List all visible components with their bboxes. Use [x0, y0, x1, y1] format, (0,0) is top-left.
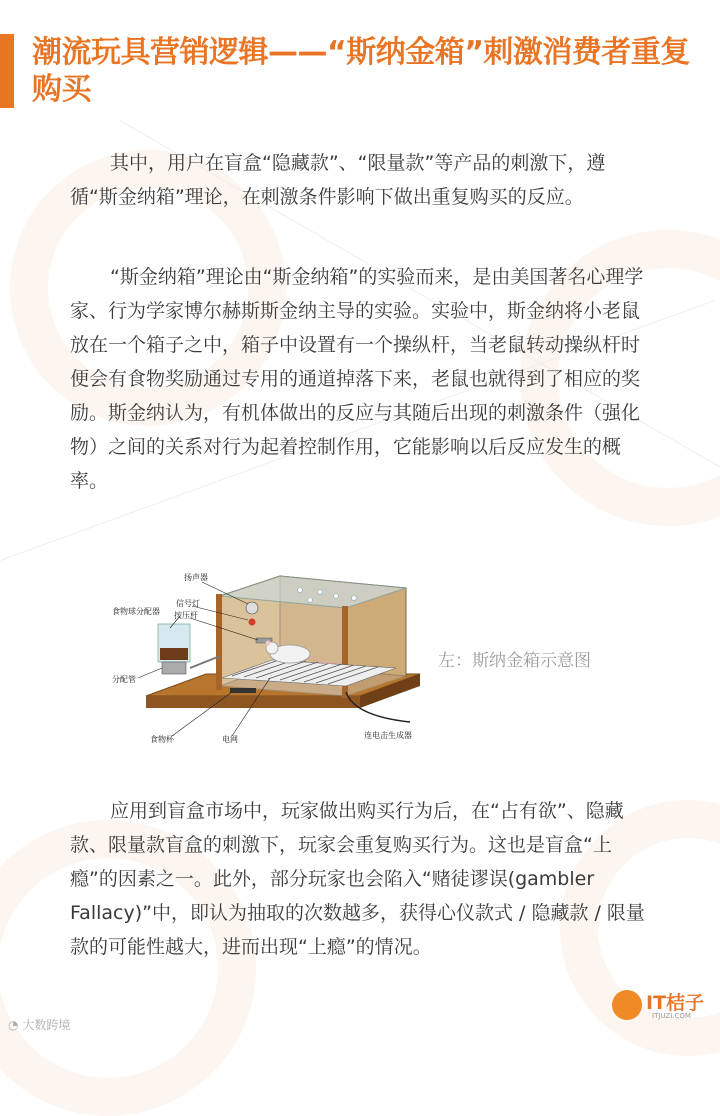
wechat-icon: ◔	[8, 1018, 18, 1032]
label-dispenser: 食物球分配器	[112, 606, 160, 616]
itjuzi-logo	[612, 988, 716, 1028]
label-food-cup: 食物杯	[150, 734, 175, 744]
figure-caption: 左：斯纳金箱示意图	[438, 646, 591, 671]
label-speaker: 扬声器	[184, 572, 208, 582]
skinner-box-illustration	[110, 556, 430, 746]
logo-url: ITJUZI.COM	[652, 1012, 691, 1020]
source-watermark	[8, 1016, 70, 1033]
label-shock-generator: 连电击生成器	[364, 730, 412, 740]
paragraph-market-application: 应用到盲盒市场中，玩家做出购买行为后，在“占有欲”、隐藏款、限量款盲盒的刺激下，玩家会重复购买行为。这也是盲盒“上瘾”的因素之一。此外，部分玩家也会陷入“赌徒谬误(gambler Fallacy)”中，即认为抽取的次数越多，获得心仪款式 / 隐藏款 / 限量款的可能性越大，进而出现“上瘾”的情况。	[70, 794, 650, 964]
label-signal-light: 信号灯	[176, 598, 200, 608]
page-title: 潮流玩具营销逻辑——“斯纳金箱”刺激消费者重复购买	[32, 34, 692, 108]
paragraph-skinner-theory: “斯金纳箱”理论由“斯金纳箱”的实验而来，是由美国著名心理学家、行为学家博尔赫斯斯金纳主导的实验。实验中，斯金纳将小老鼠放在一个箱子之中，箱子中设置有一个操纵杆，当老鼠转动操纵杆时便会有食物奖励通过专用的通道掉落下来，老鼠也就得到了相应的奖励。斯金纳认为，有机体做出的反应与其随后出现的刺激条件（强化物）之间的关系对行为起着控制作用，它能影响以后反应发生的概率。	[70, 260, 650, 498]
label-grid: 电网	[222, 734, 238, 744]
source-label: 大数跨境	[22, 1018, 70, 1032]
logo-name: IT桔子	[646, 988, 704, 1015]
label-lever: 按压杆	[174, 610, 198, 620]
orange-icon	[612, 990, 642, 1020]
title-accent-bar	[0, 34, 14, 108]
skinner-box-figure	[110, 556, 430, 746]
paragraph-intro: 其中，用户在盲盒“隐藏款”、“限量款”等产品的刺激下，遵循“斯金纳箱”理论，在刺激条件影响下做出重复购买的反应。	[70, 146, 650, 214]
label-tube: 分配管	[112, 674, 136, 684]
